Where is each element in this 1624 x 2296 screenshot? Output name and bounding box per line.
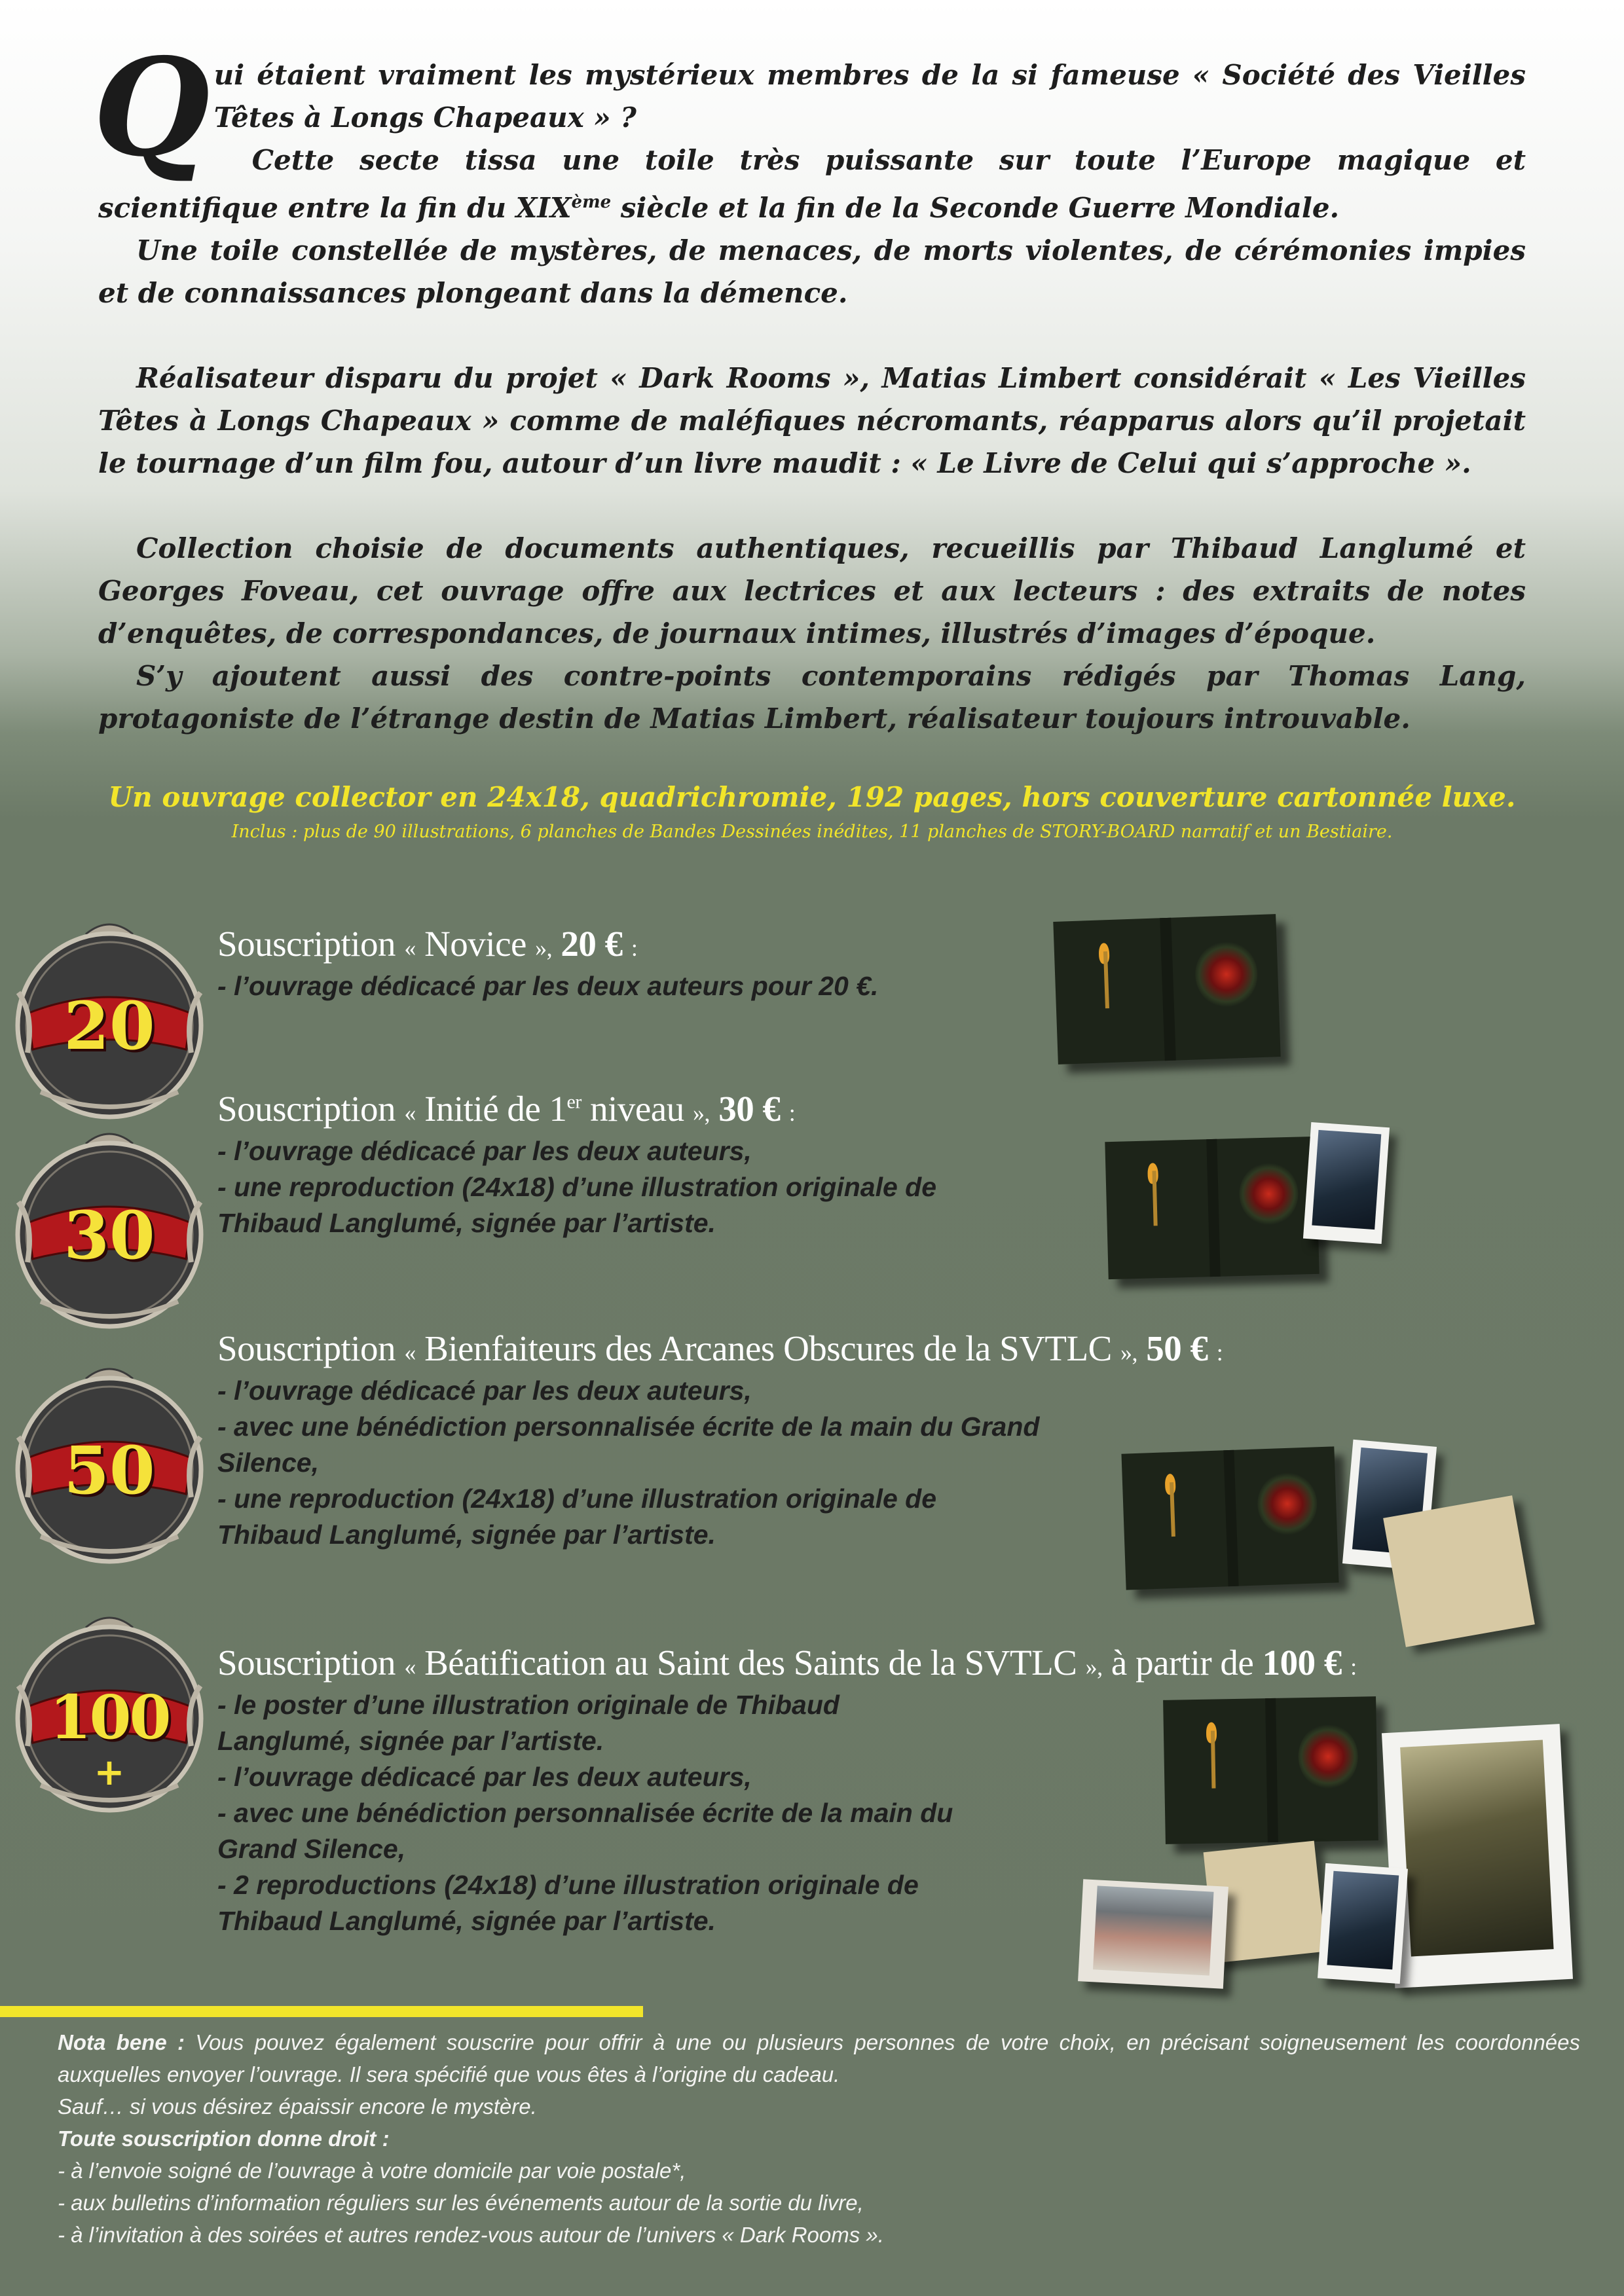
rights-title	[58, 2123, 1580, 2155]
offer-price: 100 €	[1262, 1643, 1342, 1683]
offer-title	[217, 1642, 1357, 1683]
intro-paragraph-6: S’y ajoutent aussi des contre-points contemporains rédigés par Thomas Lang, protagoniste de l’étrange destin de Matias Limbert, réalisateur toujours introuvable.	[98, 660, 1526, 735]
book-image	[1121, 1446, 1338, 1590]
open-quote: «	[404, 1339, 416, 1366]
book-image	[1053, 914, 1280, 1065]
badge-100	[14, 1609, 204, 1818]
title-colon: :	[1350, 1654, 1357, 1680]
offer-price: 30 €	[718, 1089, 781, 1129]
collector-subline: Inclus : plus de 90 illustrations, 6 planches de Bandes Dessinées inédites, 11 planches de STORY-BOARD narratif et un Bestiaire.	[231, 822, 1393, 842]
offer-item: - 2 reproductions (24x18) d’une illustration originale de	[217, 1870, 919, 1900]
book-emblem	[1256, 1472, 1318, 1537]
offer-item: - une reproduction (24x18) d’une illustration originale de	[217, 1484, 937, 1514]
offer-name: Novice	[424, 924, 526, 964]
offer-name: Initié de 1	[424, 1089, 567, 1129]
offer-name: Bienfaiteurs des Arcanes Obscures de la SVTLC	[424, 1328, 1112, 1368]
offer-bienfaiteurs	[217, 1328, 1223, 1553]
close-quote: »,	[1120, 1339, 1138, 1366]
illustration-print	[1303, 1122, 1390, 1244]
offer-item: - l’ouvrage dédicacé par les deux auteurs,	[217, 1762, 752, 1792]
offer-title	[217, 1328, 1223, 1369]
open-quote: «	[404, 1654, 416, 1680]
badge-number: 30	[64, 1197, 155, 1274]
badge-number: 20	[64, 987, 155, 1065]
title-colon: :	[1216, 1339, 1223, 1366]
intro-paragraph-2	[98, 139, 1526, 229]
rights-title-text: Toute souscription donne droit :	[58, 2126, 390, 2151]
poster-print	[1382, 1724, 1573, 1988]
intro-paragraph-5: Collection choisie de documents authentiques, recueillis par Thibaud Langlumé et Georges Foveau, cet ouvrage offre aux lectrices et aux lecteurs : des extraits de notes d’enquêtes, de correspondances, de journaux intimes, illustrés d’images d’époque.	[98, 532, 1526, 649]
offer-item: - l’ouvrage dédicacé par les deux auteurs,	[217, 1136, 752, 1166]
offer-item: - avec une bénédiction personnalisée écrite de la main du Grand	[217, 1412, 1040, 1442]
book-emblem	[1194, 940, 1259, 1008]
intro-p2b-text: siècle et la fin de la Seconde Guerre Mondiale.	[611, 192, 1340, 224]
offer-name: Béatification au Saint des Saints de la SVTLC	[424, 1643, 1077, 1683]
badge-plus: +	[94, 1751, 125, 1794]
nota-label: Nota bene :	[58, 2030, 185, 2054]
illustration-art	[1312, 1130, 1381, 1230]
offer-title	[217, 923, 878, 964]
intro-paragraph-3: Une toile constellée de mystères, de menaces, de morts violentes, de cérémonies impies et de connaissances plongeant dans la démence.	[98, 234, 1526, 309]
offer-item: Grand Silence,	[217, 1834, 406, 1864]
rights-item: - à l’envoie soigné de l’ouvrage à votre domicile par voie postale*,	[58, 2159, 686, 2183]
offer-name-rest: niveau	[581, 1089, 684, 1129]
offer-items	[217, 1373, 1223, 1553]
book-emblem	[1238, 1161, 1299, 1226]
badge-20	[14, 915, 204, 1125]
offer-items	[217, 968, 878, 1004]
open-quote: «	[404, 1100, 416, 1126]
offer-item: Langlumé, signée par l’artiste.	[217, 1726, 604, 1756]
title-colon: :	[631, 935, 638, 961]
rights-item: - aux bulletins d’information réguliers sur les événements autour de la sortie du livre,	[58, 2191, 864, 2215]
badge-number: 100	[49, 1682, 170, 1753]
close-quote: »,	[692, 1100, 710, 1126]
offer-name-sup: er	[566, 1091, 581, 1113]
rights-item: - à l’invitation à des soirées et autres rendez-vous autour de l’univers « Dark Rooms ».	[58, 2223, 884, 2247]
title-prefix: Souscription	[217, 1089, 396, 1129]
open-quote: «	[404, 935, 416, 961]
offer-item: Silence,	[217, 1448, 319, 1478]
offer-item: - l’ouvrage dédicacé par les deux auteurs pour 20 €.	[217, 971, 879, 1001]
offer-initie	[217, 1088, 936, 1241]
benediction-letter	[1383, 1495, 1535, 1647]
title-prefix: Souscription	[217, 1643, 396, 1683]
offer-item: Thibaud Langlumé, signée par l’artiste.	[217, 1520, 716, 1550]
intro-text	[93, 29, 1526, 740]
close-quote: »,	[535, 935, 553, 961]
title-prefix: Souscription	[217, 924, 396, 964]
nota-bene	[58, 2026, 1580, 2251]
book-image	[1163, 1696, 1378, 1844]
title-prefix: Souscription	[217, 1328, 396, 1368]
offer-item: - l’ouvrage dédicacé par les deux auteurs,	[217, 1376, 752, 1406]
offer-item: - une reproduction (24x18) d’une illustration originale de	[217, 1172, 937, 1202]
price-prefix: à partir de	[1111, 1643, 1254, 1683]
nota-line: Sauf… si vous désirez épaissir encore le mystère.	[58, 2094, 537, 2119]
poster-art	[1400, 1740, 1553, 1957]
offer-item: - avec une bénédiction personnalisée écrite de la main du	[217, 1798, 953, 1828]
badge-50	[14, 1360, 204, 1569]
offer-item: Thibaud Langlumé, signée par l’artiste.	[217, 1208, 716, 1238]
offer-item: - le poster d’une illustration originale de Thibaud	[217, 1690, 840, 1720]
badge-number: 50	[64, 1432, 155, 1509]
book-image	[1105, 1137, 1319, 1279]
offer-price: 20 €	[561, 924, 623, 964]
title-colon: :	[788, 1100, 796, 1126]
nota-text: Vous pouvez également souscrire pour offrir à une ou plusieurs personnes de votre choix, en précisant soigneusement les coordonnées auxquelles envoyer l’ouvrage. Il sera spécifié que vous êtes à l’origine du cadeau.	[58, 2030, 1580, 2086]
collector-headline: Un ouvrage collector en 24x18, quadrichromie, 192 pages, hors couverture cartonnée luxe.	[108, 781, 1516, 813]
book-emblem	[1298, 1722, 1359, 1790]
intro-p2-sup: ème	[571, 192, 612, 212]
offer-item: Thibaud Langlumé, signée par l’artiste.	[217, 1906, 716, 1936]
intro-p1-text: ui étaient vraiment les mystérieux membres de la si fameuse « Société des Vieilles Têtes à Longs Chapeaux » ?	[213, 59, 1526, 134]
offer-items	[217, 1133, 936, 1241]
illustration-art	[1327, 1870, 1399, 1969]
offer-novice	[217, 923, 878, 1004]
badge-30	[14, 1125, 204, 1334]
offer-price: 50 €	[1146, 1328, 1208, 1368]
illustration-print	[1318, 1863, 1408, 1984]
zeppelin-print	[1078, 1879, 1228, 1988]
nota-paragraph	[58, 2026, 1580, 2090]
close-quote: »,	[1085, 1654, 1103, 1680]
intro-paragraph-4: Réalisateur disparu du projet « Dark Rooms », Matias Limbert considérait « Les Vieilles Têtes à Longs Chapeaux » comme de maléfiques nécromants, réapparus alors qu’il projetait le tournage d’un film fou, autour d’un livre maudit : « Le Livre de Celui qui s’approche ».	[98, 362, 1526, 479]
intro-p2a-text: Cette secte tissa une toile très puissante sur toute l’Europe magique et scientifique entre la fin du XIX	[98, 144, 1526, 224]
divider-bar	[0, 2006, 643, 2017]
zeppelin-art	[1093, 1886, 1213, 1976]
drop-cap: Q	[93, 29, 210, 187]
offer-title	[217, 1088, 936, 1129]
